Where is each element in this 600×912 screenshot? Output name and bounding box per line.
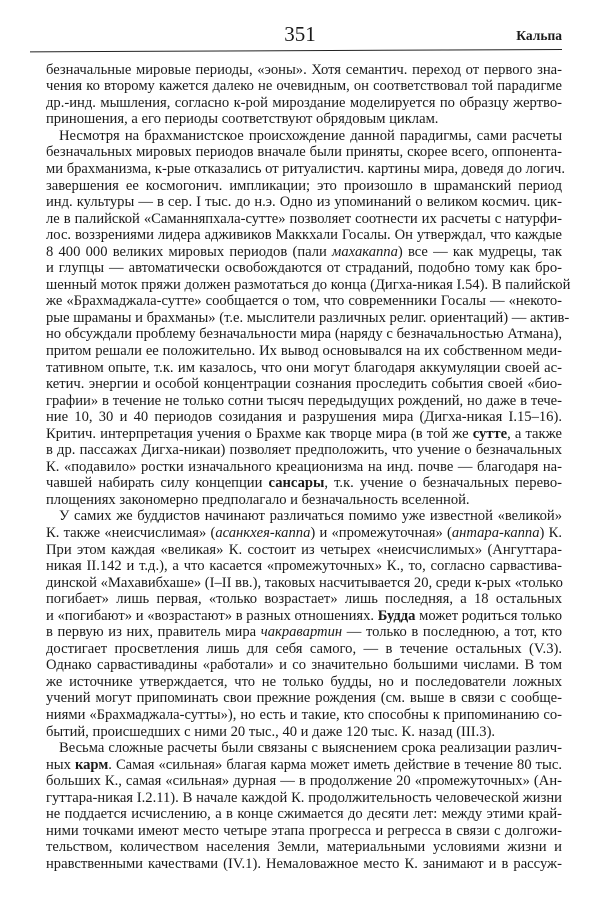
- text-line: [46, 558, 562, 575]
- text-segment: никая II.142 и т.д.), а что касается «промежуточных» К., то, согласно сарвастива-: [46, 558, 562, 575]
- text-segment: же источнике утверждается, что не только будды, но и последователи ложных: [46, 673, 562, 690]
- bold-term: сутте: [472, 425, 508, 442]
- italic-term: махакаппа: [332, 243, 398, 260]
- text-line: [46, 674, 562, 691]
- text-segment: У самих же буддистов начинают различаться помимо уже известной «великой»: [59, 508, 562, 525]
- header-rule: [30, 49, 562, 52]
- text-line: [46, 426, 562, 443]
- text-segment: К. «подавило» ростки изначального креационизма на инд. почве — благодаря на-: [46, 458, 562, 475]
- text-segment: лос. воззрениями лидера адживиков Маккхали Госалы. Он утверждал, что каждые: [46, 227, 562, 244]
- text-segment: может родиться только: [415, 607, 562, 624]
- text-segment: рые шраманы и брахманы» (т.е. мыслители различных религ. ориентаций) — актив-: [46, 309, 570, 326]
- text-segment: безначальных мировых периодов вначале были приняты, скорее всего, оппонента-: [46, 144, 562, 161]
- text-line: [46, 608, 562, 625]
- text-line: [46, 409, 562, 426]
- text-segment: площениях закономерно предполагало и безначальность вселенной.: [46, 491, 470, 508]
- text-segment: ми брахманизма, к-рые отказались от ритуалистич. картины мира, доведя до логич.: [46, 160, 566, 177]
- text-line: [46, 360, 562, 377]
- text-segment: Весьма сложные расчеты были связаны с выяснением срока реализации различ-: [59, 740, 562, 757]
- text-line: [46, 508, 562, 525]
- text-segment: ние 10, 30 и 40 периодов созидания и разрушения мира (Дигха-никая I.15–16).: [46, 409, 562, 426]
- page-number: 351: [284, 22, 316, 46]
- text-segment: Несмотря на брахманистское происхождение данной парадигмы, сами расчеты: [59, 127, 562, 144]
- text-line: [46, 376, 562, 393]
- text-line: [46, 244, 562, 261]
- text-line: [46, 624, 562, 641]
- paragraph: [46, 740, 562, 872]
- text-segment: ных: [46, 756, 75, 773]
- text-line: [46, 475, 562, 492]
- text-segment: бытий, происшедших с ними 20 тыс., 40 и даже 120 тыс. К. назад (III.3).: [46, 723, 496, 740]
- text-segment: шенный моток пряжи должен размотаться до конца (Дигха-никая I.54). В палийской: [46, 276, 571, 293]
- text-segment: погибает» лишь первая, «только возрастает» лишь последняя, а 18 остальных: [46, 591, 562, 608]
- text-segment: чавшей набирать силу концепции: [46, 475, 269, 492]
- text-segment: 8 400 000 великих мировых периодов (пали: [46, 243, 333, 260]
- text-segment: достигает просветления лишь для себя самого, — в течение остальных (V.3).: [46, 640, 562, 657]
- text-segment: , а также: [507, 425, 562, 442]
- paragraph: [46, 62, 562, 128]
- text-segment: . Самая «сильная» благая карма может иметь действие в течение 80 тыс.: [108, 756, 562, 773]
- text-line: [46, 839, 562, 856]
- text-segment: безначальные мировые периоды, «эоны». Хотя семантич. переход от первого зна-: [46, 61, 562, 78]
- bold-term: карм: [74, 756, 109, 773]
- text-line: [46, 111, 562, 128]
- text-line: [46, 95, 562, 112]
- text-line: [46, 542, 562, 559]
- running-head: Кальпа: [516, 28, 562, 43]
- text-line: [46, 823, 562, 840]
- text-segment: инд. культуры — в сер. I тыс. до н.э. Одно из упоминаний о великом космич. цик-: [46, 194, 562, 211]
- text-segment: притом решали ее положительно. Их вывод основывался на их собственном меди-: [46, 342, 562, 359]
- text-segment: и глупцы — автоматически освобождаются от страданий, подобно тому как бро-: [46, 260, 562, 277]
- text-line: [46, 194, 562, 211]
- text-line: [46, 276, 571, 294]
- bold-term: Будда: [377, 607, 416, 624]
- text-segment: не поддается исчислению, а в конце сжимается до десяти лет: между этими край-: [46, 806, 562, 823]
- text-line: [46, 740, 562, 757]
- text-line: [46, 160, 566, 178]
- text-line: [46, 393, 562, 410]
- text-line: [46, 690, 562, 707]
- paragraph: [46, 127, 571, 509]
- text-line: [46, 641, 562, 658]
- text-line: [46, 724, 562, 741]
- text-line: [46, 343, 562, 360]
- text-segment: в первую из них, правитель мира: [46, 624, 261, 641]
- text-segment: др.-инд. мышления, согласно к-рой мироздание моделируется по образцу жертво-: [46, 94, 562, 111]
- text-line: [46, 144, 562, 161]
- text-line: [46, 591, 562, 608]
- text-line: [46, 575, 562, 592]
- text-segment: ) К.: [539, 525, 563, 541]
- text-segment: в др. пассажах Дигха-никаи) позволяет предположить, что учение о безначальных: [46, 442, 562, 459]
- text-segment: нравственными качествами (IV.1). Немаловажное место К. занимают и в рассуж-: [46, 855, 562, 872]
- text-line: [46, 326, 562, 343]
- text-segment: учений могут припоминать свои прежние рождения (см. выше в связи с сообще-: [46, 690, 562, 707]
- bold-term: сансары: [268, 475, 325, 492]
- text-segment: ) и «промежуточная» (: [310, 525, 452, 541]
- paragraph: [46, 508, 562, 740]
- text-segment: ) все — как мудрецы, так: [397, 243, 562, 260]
- text-segment: Критич. интерпретация учения о Брахме как творце мира (в той же: [46, 425, 473, 442]
- text-line: [46, 459, 562, 476]
- text-segment: ниями «Брахмаджала-сутты»), но есть и такие, кто способны к припоминанию со-: [46, 707, 562, 724]
- text-segment: приношения, а его периоды соответствуют обрядовым циклам.: [46, 111, 439, 128]
- text-segment: больших К., самая «сильная» дурная — в продолжение 20 «промежуточных» (Ан-: [46, 773, 562, 790]
- text-segment: но обсуждали проблему безначальности мира (наряду с безначальностью Атмана),: [46, 326, 562, 343]
- article-body: [46, 61, 571, 873]
- text-segment: гуттара-никая I.2.11). В начале каждой К. продолжительность человеческой жизни: [46, 789, 562, 806]
- text-line: [46, 178, 562, 195]
- text-segment: , т.к. учение о безначальных перево-: [324, 475, 562, 492]
- text-line: [46, 128, 562, 145]
- text-line: [46, 657, 562, 674]
- text-line: [46, 62, 562, 79]
- italic-term: чакравартин: [260, 624, 343, 641]
- text-line: [46, 806, 562, 823]
- text-segment: Однако сарвастивадины «работали» и со значительно большими числами. В том: [46, 657, 562, 674]
- text-line: [46, 790, 562, 807]
- text-segment: кетич. энергии и особой концентрации сознания проследить события своей «био-: [46, 376, 562, 393]
- text-line: [46, 227, 562, 244]
- text-line: [46, 260, 562, 277]
- text-segment: ними точками имеют место четыре этапа прогресса и регресса в связи с долгожи-: [46, 822, 562, 839]
- text-line: [46, 773, 562, 790]
- text-line: [46, 492, 562, 509]
- text-line: [46, 525, 562, 542]
- text-line: [46, 707, 562, 724]
- italic-term: антара-каппа: [451, 525, 540, 541]
- text-line: [46, 78, 562, 95]
- text-line: [46, 211, 562, 228]
- text-segment: же «Брахмаджала-сутте» сообщается о том, что современники Госалы — «некото-: [46, 293, 562, 310]
- text-segment: — только в последнюю, а тот, кто: [342, 624, 562, 641]
- text-line: [46, 309, 570, 327]
- text-segment: графии» в течение не только сотни тысяч передыдущих рождений, но даже в тече-: [46, 392, 562, 409]
- text-segment: При этом каждая «великая» К. состоит из четырех «неисчислимых» (Ангуттара-: [46, 541, 562, 558]
- text-segment: динской «Махавибхаше» (I–II вв.), таковых насчитывается 20, среди к-рых «только: [46, 574, 563, 591]
- text-segment: К. также «неисчислимая» (: [46, 525, 216, 541]
- italic-term: асанкхея-каппа: [215, 525, 311, 541]
- text-segment: тельством, количеством населения Земли, материальными условиями жизни и: [46, 839, 562, 856]
- text-segment: завершения ее космогонич. импликации; это произошло в шраманский период: [46, 177, 562, 194]
- text-segment: тативном опыте, т.к. им казалось, что они могут благодаря аккумуляции своей ас-: [46, 359, 562, 376]
- text-line: [46, 442, 562, 459]
- text-segment: и «погибают» и «возрастают» в разных отношениях.: [46, 607, 378, 624]
- text-segment: ле в палийской «Саманняпхала-сутте» позволяет соотнести их расчеты с натурфи-: [46, 210, 562, 227]
- text-segment: чения ко второму кажется далеко не очевидным, он соответствовал той парадигме: [46, 78, 562, 95]
- text-line: [46, 856, 562, 873]
- text-line: [46, 757, 562, 774]
- text-line: [46, 293, 562, 310]
